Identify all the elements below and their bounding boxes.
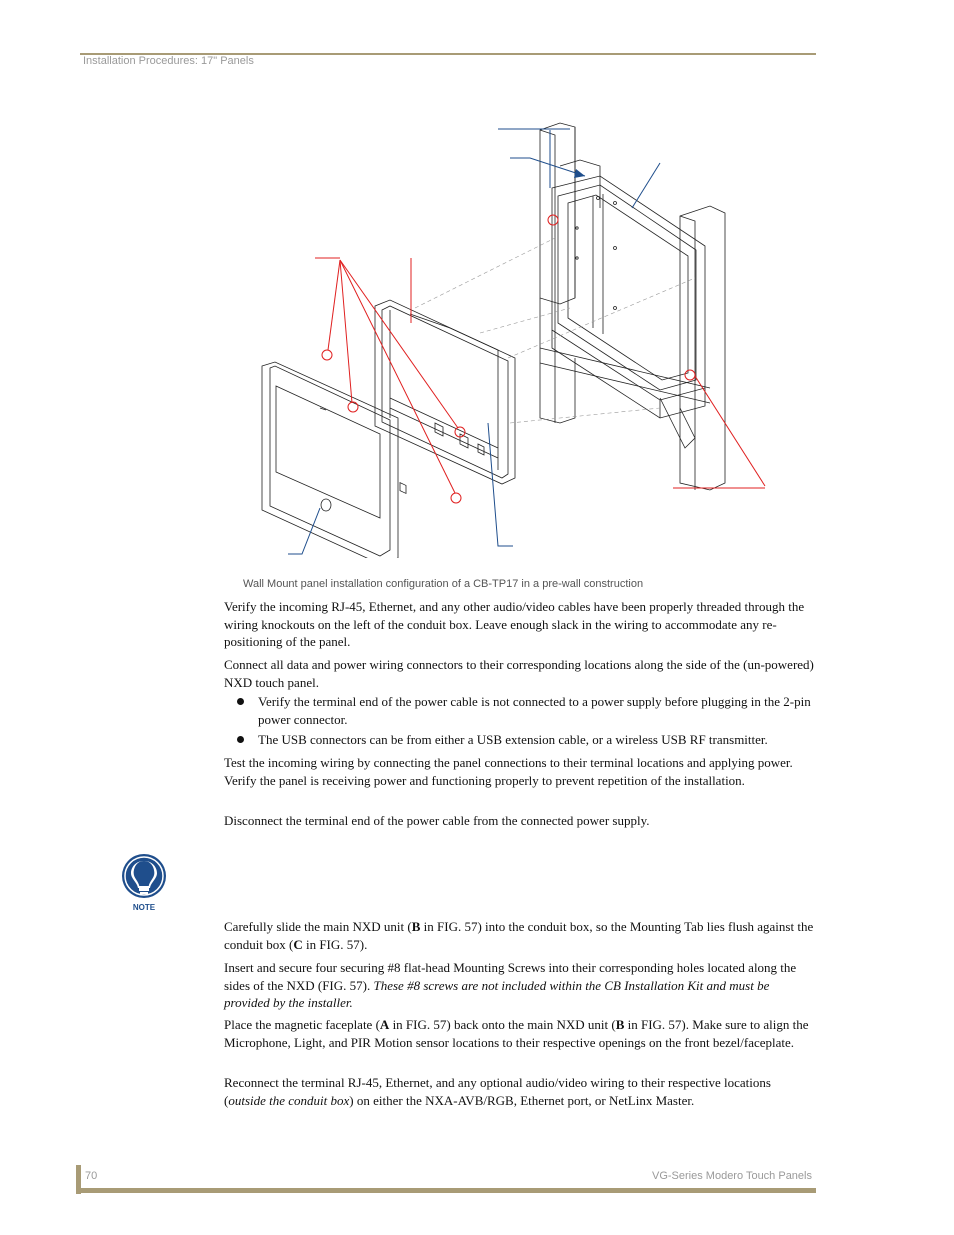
- paragraph-verify-cables: Verify the incoming RJ-45, Ethernet, and any other audio/video cables have been properly threaded through the wiring knockouts on the left of the conduit box. Leave enough slack in the wiring to accommodate any re-positioning of the panel.: [224, 599, 805, 649]
- paragraph-slide-unit: Carefully slide the main NXD unit (B in FIG. 57) into the conduit box, so the Mounting Tab lies flush against the conduit box (C in FIG. 57).: [224, 919, 814, 952]
- paragraph-mounting-screws: Insert and secure four securing #8 flat-head Mounting Screws into their corresponding holes located along the sides of the NXD (FIG. 57). These #8 screws are not included within the CB Installation Kit and must be provided by the installer.: [224, 960, 797, 1010]
- paragraph-connect-wiring: Connect all data and power wiring connectors to their corresponding locations along the side of the (un-powered) NXD touch panel.: [224, 657, 814, 690]
- blue-arrowhead: [574, 169, 585, 178]
- footer-rule: [76, 1188, 816, 1193]
- figure-caption: Wall Mount panel installation configuration of a CB-TP17 in a pre-wall construction: [243, 578, 644, 590]
- paragraph-test-wiring: Test the incoming wiring by connecting the panel connections to their terminal locations and applying power. Verify the panel is receiving power and functioning properly to prevent repetition of the installation.: [224, 755, 793, 788]
- note-lightbulb-icon: [119, 852, 169, 914]
- bullet-text: Verify the terminal end of the power cable is not connected to a power supply before plugging in the 2-pin power connector.: [258, 694, 811, 727]
- running-header: Installation Procedures: 17" Panels: [83, 55, 254, 67]
- paragraph-disconnect: Disconnect the terminal end of the power cable from the connected power supply.: [224, 813, 650, 828]
- footer-title: VG-Series Modero Touch Panels: [652, 1170, 812, 1182]
- list-item: [237, 731, 814, 749]
- bullet-icon: [237, 698, 244, 705]
- installation-figure: [240, 118, 800, 558]
- note-label: NOTE: [132, 903, 156, 912]
- faceplate-bezel: [262, 362, 398, 558]
- list-item: [237, 693, 814, 728]
- paragraph-faceplate: Place the magnetic faceplate (A in FIG. 57) back onto the main NXD unit (B in FIG. 57). Make sure to align the Microphone, Light, and PIR Motion sensor locations to their respective openings on the front bezel/faceplate.: [224, 1017, 809, 1050]
- page-number: 70: [85, 1170, 98, 1182]
- bullet-text: The USB connectors can be from either a USB extension cable, or a wireless USB RF transmitter.: [258, 732, 768, 747]
- bullet-icon: [237, 736, 244, 743]
- paragraph-reconnect: Reconnect the terminal RJ-45, Ethernet, and any optional audio/video wiring to their respective locations (outside the conduit box) on either the NXA-AVB/RGB, Ethernet port, or NetLinx Master.: [224, 1075, 771, 1108]
